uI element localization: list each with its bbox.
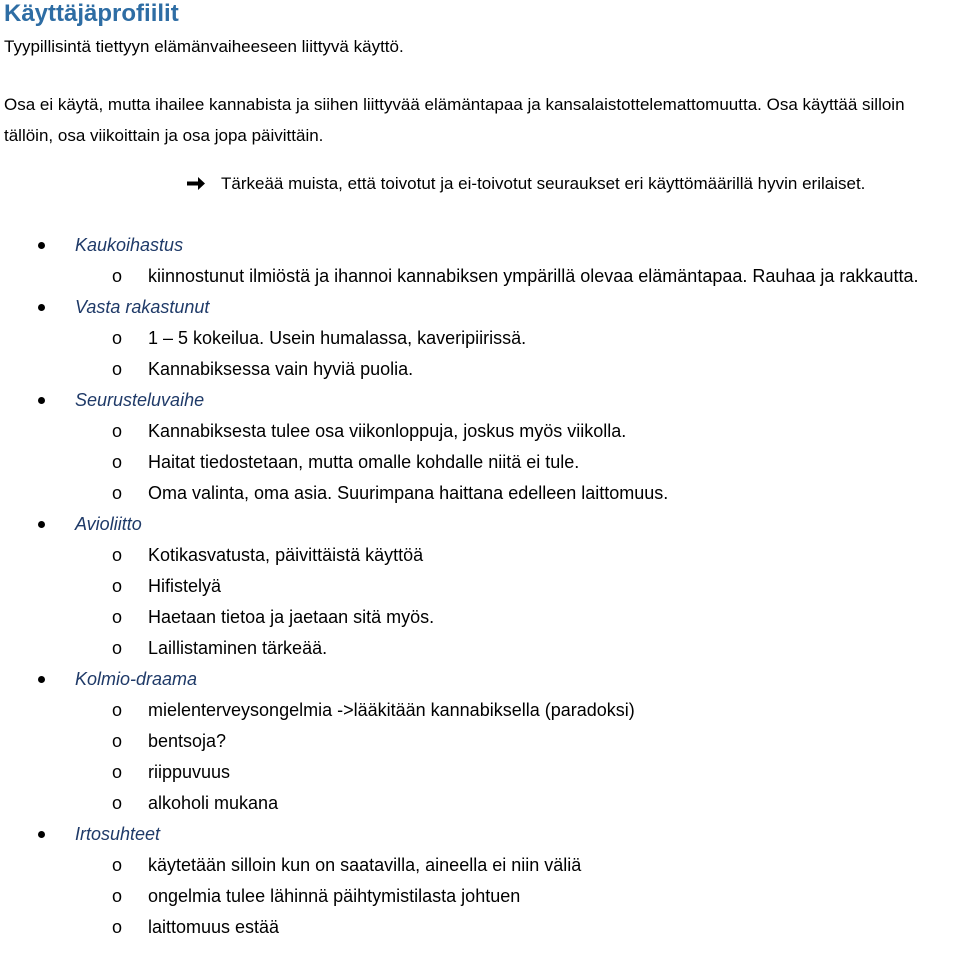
bullet-icon [38,831,45,838]
detail-item [75,540,960,571]
circle-bullet-icon: o [112,545,123,565]
detail-text: ongelmia tulee lähinnä päihtymistilasta johtuen [148,886,521,906]
circle-bullet-icon: o [112,762,123,782]
detail-text: Haitat tiedostetaan, mutta omalle kohdalle niitä ei tule. [148,452,580,472]
detail-item [75,912,960,943]
circle-bullet-icon: o [112,855,123,875]
detail-text: kiinnostunut ilmiöstä ja ihannoi kannabiksen ympärillä olevaa elämäntapaa. Rauhaa ja rakkautta. [148,266,919,286]
detail-item [75,602,960,633]
note-paragraph [185,168,945,199]
bullet-icon [38,676,45,683]
detail-item [75,726,960,757]
circle-bullet-icon: o [112,359,123,379]
detail-item [75,416,960,447]
detail-text: Hifistelyä [148,576,222,596]
detail-item [75,354,960,385]
detail-text: käytetään silloin kun on saatavilla, aineella ei niin väliä [148,855,582,875]
detail-item [75,633,960,664]
circle-bullet-icon: o [112,576,123,596]
circle-bullet-icon: o [112,793,123,813]
detail-item [75,695,960,726]
profile-details [75,540,960,664]
bullet-icon [38,521,45,528]
detail-item [75,478,960,509]
circle-bullet-icon: o [112,700,123,720]
profile-item [0,230,960,292]
profile-item [0,385,960,509]
detail-text: alkoholi mukana [148,793,279,813]
detail-text: riippuvuus [148,762,231,782]
bullet-icon [38,242,45,249]
detail-text: laittomuus estää [148,917,280,937]
profile-name: Avioliitto [75,514,142,534]
circle-bullet-icon: o [112,886,123,906]
circle-bullet-icon: o [112,483,123,503]
intro-paragraph: Osa ei käytä, mutta ihailee kannabista ja siihen liittyvää elämäntapaa ja kansalaistottelemattomuutta. Osa käyttää silloin tällöin, osa viikoittain ja osa jopa päivittäin. [4,95,905,145]
detail-text: Haetaan tietoa ja jaetaan sitä myös. [148,607,435,627]
detail-text: mielenterveysongelmia ->lääkitään kannabiksella (paradoksi) [148,700,635,720]
detail-item [75,323,960,354]
profile-item [0,664,960,819]
arrow-right-icon [185,168,207,199]
detail-item [75,447,960,478]
profile-details [75,850,960,943]
detail-text: bentsoja? [148,731,227,751]
circle-bullet-icon: o [112,731,123,751]
profile-item [0,292,960,385]
profile-details [75,695,960,819]
profile-details [75,416,960,509]
circle-bullet-icon: o [112,266,123,286]
page-subtitle: Tyypillisintä tiettyyn elämänvaiheeseen liittyvä käyttö. [4,37,404,56]
circle-bullet-icon: o [112,328,123,348]
profile-name: Kaukoihastus [75,235,184,255]
circle-bullet-icon: o [112,638,123,658]
circle-bullet-icon: o [112,421,123,441]
profile-name: Kolmio-draama [75,669,198,689]
detail-item [75,571,960,602]
circle-bullet-icon: o [112,452,123,472]
bullet-icon [38,397,45,404]
profile-name: Vasta rakastunut [75,297,210,317]
profile-name: Irtosuhteet [75,824,161,844]
circle-bullet-icon: o [112,917,123,937]
detail-item [75,261,960,292]
detail-item [75,850,960,881]
profile-details [75,261,960,292]
detail-text: Kotikasvatusta, päivittäistä käyttöä [148,545,424,565]
detail-text: 1 – 5 kokeilua. Usein humalassa, kaveripiirissä. [148,328,527,348]
bullet-icon [38,304,45,311]
detail-text: Laillistaminen tärkeää. [148,638,328,658]
page-title: Käyttäjäprofiilit [4,0,179,27]
detail-item [75,757,960,788]
profile-list [0,230,960,943]
detail-item [75,881,960,912]
detail-text: Kannabiksesta tulee osa viikonloppuja, joskus myös viikolla. [148,421,627,441]
circle-bullet-icon: o [112,607,123,627]
profile-details [75,323,960,385]
profile-item [0,509,960,664]
note-text: Tärkeää muista, että toivotut ja ei-toivotut seuraukset eri käyttömäärillä hyvin erilaiset. [221,174,866,193]
detail-text: Kannabiksessa vain hyviä puolia. [148,359,414,379]
profile-name: Seurusteluvaihe [75,390,205,410]
profile-item [0,819,960,943]
detail-text: Oma valinta, oma asia. Suurimpana haittana edelleen laittomuus. [148,483,669,503]
detail-item [75,788,960,819]
